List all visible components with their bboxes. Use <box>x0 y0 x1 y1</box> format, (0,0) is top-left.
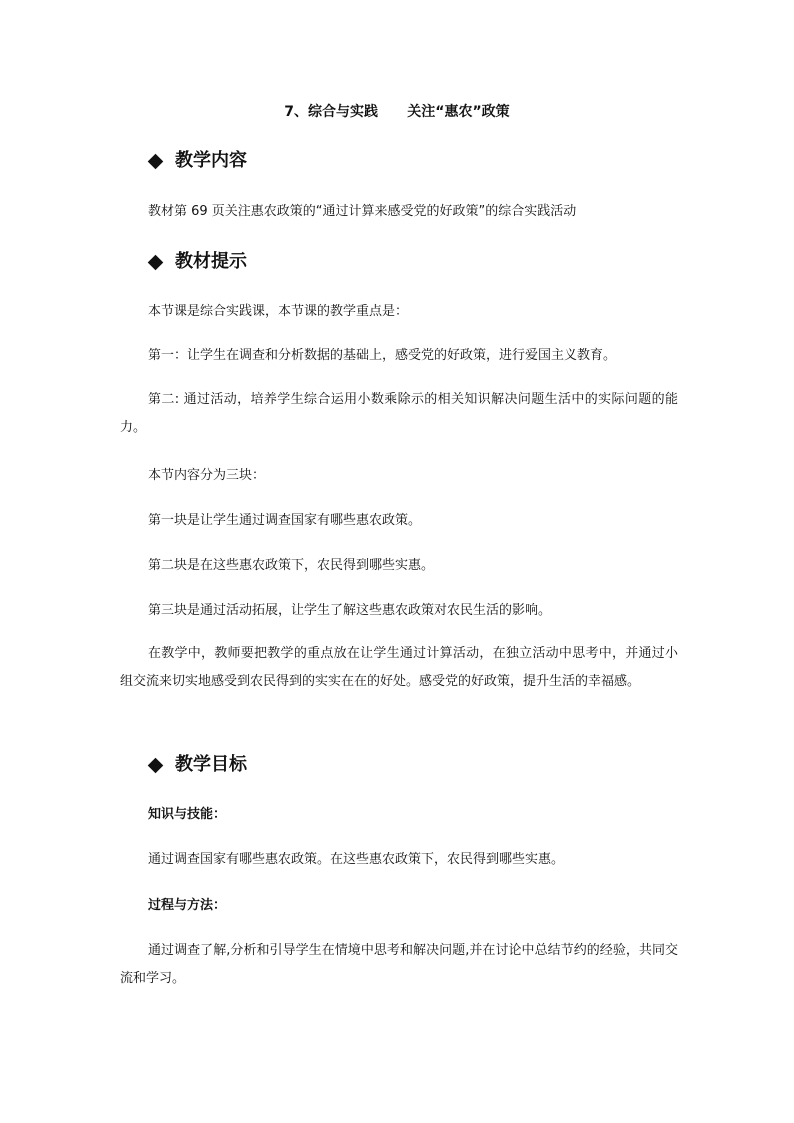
paragraph: 本节课是综合实践课，本节课的教学重点是： <box>148 304 409 319</box>
section-heading-label: 教材提示 <box>175 251 247 272</box>
subsection-label: 过程与方法： <box>148 898 227 913</box>
paragraph: 通过调查了解,分析和引导学生在情境中思考和解决问题,并在讨论中总结节约的经验，共同交流和学习。 <box>120 943 678 986</box>
section-heading-textbook-tips <box>148 250 247 274</box>
section-heading-teaching-objectives <box>148 753 247 777</box>
diamond-bullet-icon <box>148 153 164 169</box>
paragraph: 第二块是在这些惠农政策下，农民得到哪些实惠。 <box>148 558 435 573</box>
section-heading-label: 教学内容 <box>175 150 247 171</box>
paragraph: 在教学中，教师要把教学的重点放在让学生通过计算活动，在独立活动中思考中，并通过小组交流来切实地感受到农民得到的实实在在的好处。感受党的好政策，提升生活的幸福感。 <box>120 646 678 689</box>
paragraph: 本节内容分为三块： <box>148 468 266 483</box>
section-heading-label: 教学目标 <box>175 754 247 775</box>
subsection-label: 知识与技能： <box>148 807 227 822</box>
paragraph: 第一块是让学生通过调查国家有哪些惠农政策。 <box>148 513 422 528</box>
paragraph: 第三块是通过活动拓展，让学生了解这些惠农政策对农民生活的影响。 <box>148 603 552 618</box>
paragraph: 通过调查国家有哪些惠农政策。在这些惠农政策下，农民得到哪些实惠。 <box>148 852 565 867</box>
page-title: 7、综合与实践 关注“惠农”政策 <box>284 104 510 120</box>
diamond-bullet-icon <box>148 254 164 270</box>
section-heading-teaching-content <box>148 149 247 173</box>
paragraph: 第一：让学生在调查和分析数据的基础上，感受党的好政策，进行爱国主义教育。 <box>148 348 617 363</box>
paragraph: 教材第 69 页关注惠农政策的“通过计算来感受党的好政策”的综合实践活动 <box>148 204 577 219</box>
diamond-bullet-icon <box>148 757 164 773</box>
paragraph: 第二: 通过活动，培养学生综合运用小数乘除示的相关知识解决问题生活中的实际问题的能力。 <box>120 392 678 435</box>
